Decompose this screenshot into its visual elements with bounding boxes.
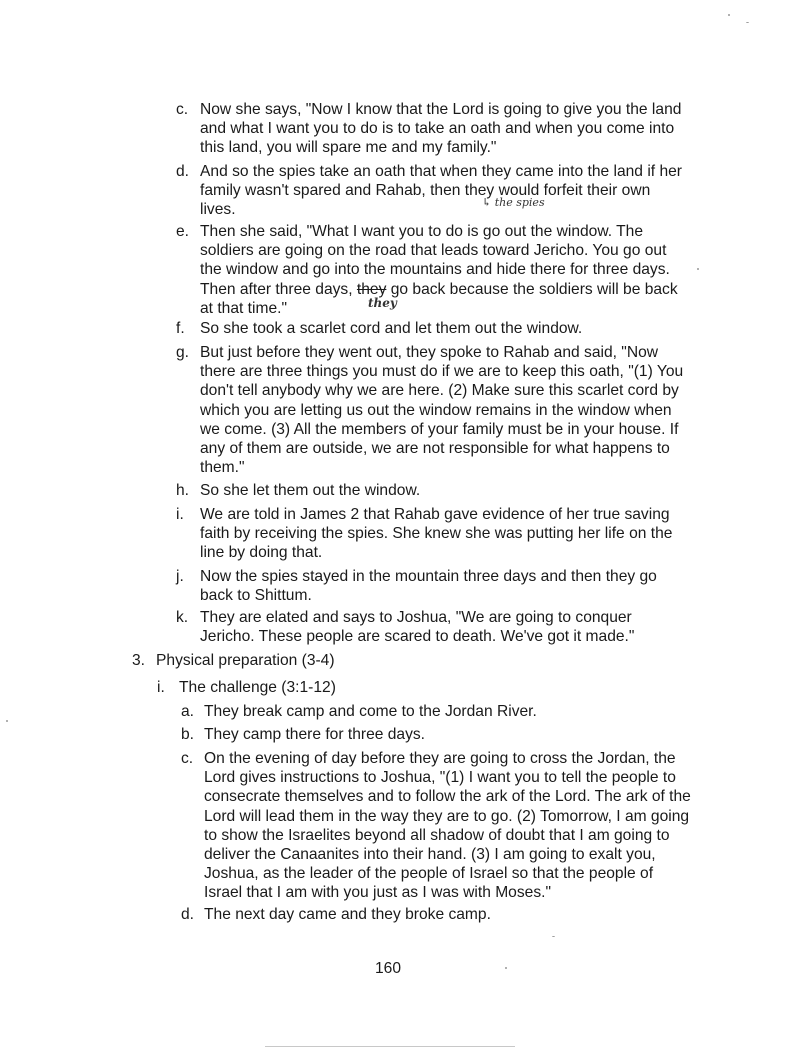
- item-text-line: at that time.": [200, 299, 288, 317]
- item-text-line: line by doing that.: [200, 544, 323, 562]
- item-text-line: Israel that I am with you just as I was with Moses.": [204, 884, 551, 902]
- item-marker: e.: [176, 223, 190, 240]
- item-text-line: there are three things you must do if we are to keep this oath, "(1) You: [200, 363, 684, 381]
- item-text-line: They are elated and says to Joshua, "We are going to conquer: [200, 609, 632, 626]
- item-text-line: to show the Israelites beyond all shadow of doubt that I am going to: [204, 826, 670, 844]
- item-text-line: the window and go into the mountains and hide there for three days.: [200, 261, 670, 279]
- item-marker: c.: [176, 101, 189, 118]
- item-marker: g.: [176, 344, 190, 361]
- item-text-line: They break camp and come to the Jordan River.: [204, 703, 537, 720]
- subsection-title: The challenge (3:1-12): [179, 679, 336, 696]
- item-text-line: They camp there for three days.: [204, 726, 426, 743]
- item-text-line: which you are letting us out the window remains in the window when: [200, 401, 672, 419]
- item-marker: a.: [181, 703, 195, 720]
- item-marker: h.: [176, 482, 190, 499]
- item-text-line: and what I want you to do is to take an oath and when you come into: [200, 120, 675, 138]
- page-number: 160: [375, 960, 402, 977]
- item-text-line: Lord gives instructions to Joshua, "(1) I want you to tell the people to: [204, 769, 676, 787]
- item-text-line: So she took a scarlet cord and let them out the window.: [200, 320, 583, 337]
- item-text-line: So she let them out the window.: [200, 482, 421, 499]
- item-marker: k.: [176, 609, 189, 626]
- item-marker: c.: [181, 750, 194, 767]
- scan-speck: [746, 22, 749, 23]
- item-text-line: Now the spies stayed in the mountain three days and then they go: [200, 568, 657, 585]
- scan-speck: [505, 967, 507, 969]
- item-marker: f.: [176, 320, 185, 337]
- item-text-line: Now she says, "Now I know that the Lord is going to give you the land: [200, 101, 682, 118]
- scan-speck: [552, 936, 555, 937]
- subsection-marker: i.: [157, 679, 165, 696]
- item-text-line: The next day came and they broke camp.: [204, 906, 491, 923]
- item-text-line-edited: Then after three days, they go back because the soldiers will be back: [200, 280, 678, 298]
- scan-edge-line: [265, 1046, 515, 1047]
- handwritten-note-they: they: [368, 296, 397, 310]
- item-text-line: them.": [200, 459, 245, 477]
- item-text-line: Then she said, "What I want you to do is go out the window. The: [200, 223, 643, 240]
- item-text-line: consecrate themselves and to follow the ark of the Lord. The ark of the: [204, 788, 691, 806]
- item-text-line: Jericho. These people are scared to death. We've got it made.": [200, 628, 635, 646]
- item-text-line: Lord will lead them in the way they are to go. (2) Tomorrow, I am going: [204, 807, 690, 825]
- section-marker: 3.: [132, 652, 146, 669]
- item-text-line: faith by receiving the spies. She knew she was putting her life on the: [200, 525, 673, 543]
- item-text-line: deliver the Canaanites into their hand. (3) I am going to exalt you,: [204, 846, 656, 864]
- item-text-line: But just before they went out, they spoke to Rahab and said, "Now: [200, 344, 659, 361]
- item-marker: j.: [176, 568, 184, 585]
- item-text-line: this land, you will spare me and my family.": [200, 139, 497, 157]
- item-text-line: we come. (3) All the members of your family must be in your house. If: [200, 420, 679, 438]
- item-marker: i.: [176, 506, 184, 523]
- handwritten-note-the-spies: ↳ the spies: [482, 196, 545, 209]
- item-marker: d.: [176, 163, 190, 180]
- item-marker: d.: [181, 906, 195, 923]
- item-text-line: We are told in James 2 that Rahab gave evidence of her true saving: [200, 506, 670, 523]
- scan-speck: [728, 14, 730, 16]
- struck-word: they: [356, 280, 387, 298]
- scan-speck: [6, 720, 8, 722]
- item-text-line: family wasn't spared and Rahab, then they would forfeit their own: [200, 182, 651, 200]
- item-text-line: any of them are outside, we are not responsible for what happens to: [200, 440, 670, 458]
- section-title: Physical preparation (3-4): [156, 652, 335, 669]
- item-text-line: lives.: [200, 201, 236, 219]
- item-text-line: And so the spies take an oath that when they came into the land if her: [200, 163, 682, 180]
- item-marker: b.: [181, 726, 195, 743]
- item-text-line: soldiers are going on the road that leads toward Jericho. You go out: [200, 242, 667, 260]
- item-text-line: don't tell anybody why we are here. (2) Make sure this scarlet cord by: [200, 382, 679, 400]
- item-text-line: On the evening of day before they are going to cross the Jordan, the: [204, 750, 676, 767]
- scan-speck: [697, 268, 699, 270]
- item-text-line: back to Shittum.: [200, 587, 312, 605]
- item-text-line: Joshua, as the leader of the people of Israel so that the people of: [204, 865, 654, 883]
